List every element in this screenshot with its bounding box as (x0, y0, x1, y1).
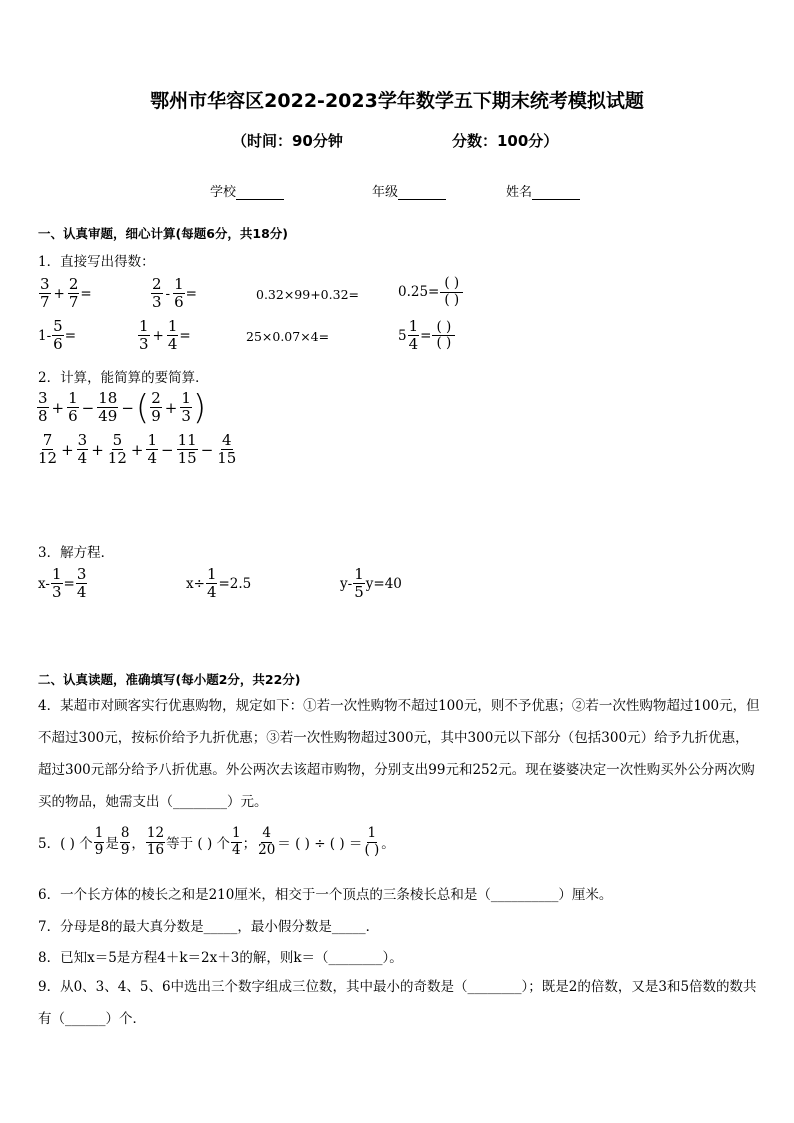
q1-item-4: 0.25= $\frac{( )}{( )}$ (398, 276, 464, 308)
q2-expression-1: $\frac{3}{8}$ + $\frac{1}{6}$ − $\frac{18}{49}$ − ( $\frac{2}{9}$ + $\frac{1}{3}$ ) (38, 387, 207, 428)
q1-item-7: 25×0.07×4= (246, 329, 330, 344)
q7-text: 7．分母是8的最大真分数是_____，最小假分数是_____． (38, 919, 380, 935)
exam-time: （时间：90分钟 (232, 132, 343, 150)
q3-equation-3: y- $\frac{1}{5}$ y=40 (340, 565, 402, 601)
q1-item-1: $\frac{3}{7}$ + $\frac{2}{7}$ = (40, 275, 92, 311)
q1-item-8: 5 $\frac{1}{4}$ = $\frac{( )}{( )}$ (398, 318, 456, 353)
q3-equation-2: x÷ $\frac{1}{4}$ =2.5 (186, 565, 252, 601)
q1-item-2: $\frac{2}{3}$ - $\frac{1}{6}$ = (152, 275, 197, 311)
q6-text: 6．一个长方体的棱长之和是210厘米，相交于一个顶点的三条棱长总和是（__________）厘米。 (38, 887, 613, 903)
q1-item-6: $\frac{1}{3}$ + $\frac{1}{4}$ = (139, 317, 191, 353)
section1-heading: 一、认真审题，细心计算(每题6分，共18分) (38, 226, 289, 241)
q4-text: 4．某超市对顾客实行优惠购物，规定如下：①若一次性购物不超过100元，则不予优惠；②若一次性购物超过100元，但不超过300元，按标价给予九折优惠；③若一次性购物超过300元，其中300元以下部分（包括300元）给予九折优惠，超过300元部分给予八折优惠。外公两次去该超市购物，分别支出99元和252元。现在婆婆决定一次性购买外公分两次购买的物品，她需支出（________）元。 (38, 698, 760, 810)
school-label: 学校 (210, 185, 237, 200)
q1-label: 1．直接写出得数： (38, 254, 155, 270)
q3-label: 3．解方程． (38, 545, 115, 561)
q1-item-5: 1- $\frac{5}{6}$ = (38, 317, 77, 353)
exam-score: 分数：100分） (452, 132, 559, 150)
q3-equation-1: x- $\frac{1}{3}$ = $\frac{3}{4}$ (38, 565, 87, 601)
name-label: 姓名 (506, 185, 533, 200)
grade-field (372, 181, 446, 200)
q8-text: 8．已知x＝5是方程4＋k＝2x＋3的解，则k＝（________）。 (38, 950, 403, 966)
q2-expression-2: $\frac{7}{12}$ + $\frac{3}{4}$ + $\frac{5}{12}$ + $\frac{1}{4}$ − $\frac{11}{15}$ − $\frac{4}{15}$ (38, 431, 237, 467)
q1-item-3: 0.32×99+0.32= (256, 287, 359, 302)
q9-text: 9．从0、3、4、5、6中选出三个数字组成三位数，其中最小的奇数是（________）；既是2的倍数，又是3和5倍数的数共有（______）个． (38, 979, 757, 1027)
q2-label: 2．计算，能简算的要简算． (38, 370, 209, 386)
school-field (210, 181, 284, 200)
name-blank[interactable] (532, 185, 580, 200)
exam-title: 鄂州市华容区2022-2023学年数学五下期末统考模拟试题 (150, 90, 644, 112)
section2-heading: 二、认真读题，准确填写(每小题2分，共22分) (38, 672, 301, 687)
grade-blank[interactable] (398, 185, 446, 200)
school-blank[interactable] (236, 185, 284, 200)
q5-text: 5．( ) 个 $\frac{1}{9}$ 是 $\frac{8}{9}$ ， $\frac{12}{16}$ 等于 ( ) 个 $\frac{1}{4}$ ； $\frac{4}{20}$ ＝ ( ) ÷ ( ) ＝ $\frac{1}{( )}$ 。 (38, 825, 395, 858)
name-field (506, 181, 580, 200)
grade-label: 年级 (372, 185, 399, 200)
